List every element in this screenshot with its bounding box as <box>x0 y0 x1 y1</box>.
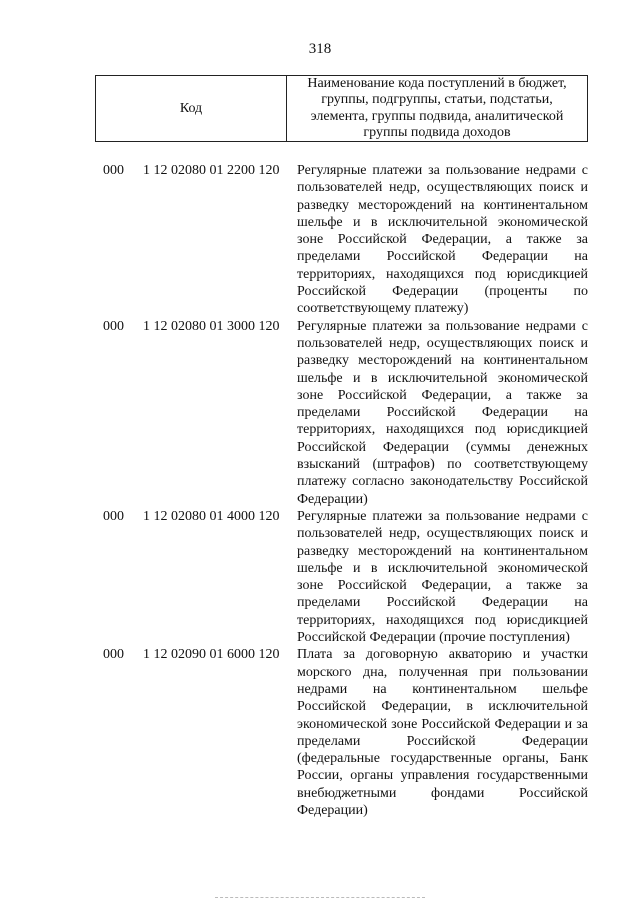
scan-edge-line <box>215 897 425 899</box>
row-description: Регулярные платежи за пользование недрами с пользователей недр, осуществляющих поиск и разведку месторождений на континентальном шельфе и в исключительной экономической зоне Российской Федерации, а также за пределами Российской Федерации на территориях, находящихся под юрисдикцией Российской Федерации (проценты по соответствующему платежу) <box>297 163 588 317</box>
row-income-code: 1 12 02080 01 2200 120 <box>143 163 280 178</box>
table-header <box>95 75 588 142</box>
row-description: Регулярные платежи за пользование недрами с пользователей недр, осуществляющих поиск и разведку месторождений на континентальном шельфе и в исключительной экономической зоне Российской Федерации, а также за пределами Российской Федерации на территориях, находящихся под юрисдикцией Российской Федерации (суммы денежных взысканий (штрафов) по соответствующему платежу согласно законодательству Российской Федерации) <box>297 318 588 507</box>
page-number: 318 <box>308 41 332 57</box>
row-admin-code: 000 <box>103 647 124 663</box>
row-admin-code: 000 <box>103 508 124 524</box>
entries-list <box>0 162 640 819</box>
table-row <box>0 508 640 646</box>
header-name-label: Наименование кода поступлений в бюджет, группы, подгруппы, статьи, подстатьи, элемента, группы подвида, аналитической группы подвида доходов <box>307 75 567 140</box>
row-description: Регулярные платежи за пользование недрами с пользователей недр, осуществляющих поиск и разведку месторождений на континентальном шельфе и в исключительной экономической зоне Российской Федерации, а также за пределами Российской Федерации на территориях, находящихся под юрисдикцией Российской Федерации (прочие поступления) <box>297 508 588 646</box>
row-income-code: 1 12 02080 01 3000 120 <box>143 318 280 334</box>
row-income-code: 1 12 02080 01 4000 120 <box>143 508 280 524</box>
row-admin-code: 000 <box>103 163 124 178</box>
table-row <box>0 162 640 318</box>
table-row <box>0 646 640 819</box>
row-description: Плата за договорную акваторию и участки морского дна, полученная при пользовании недрами на континентальном шельфе Российской Федерации, в исключительной экономической зоне Российской Федерации и за пределами Российской Федерации (федеральные государственные органы, Банк России, органы управления государственными внебюджетными фондами Российской Федерации) <box>297 647 588 818</box>
row-income-code: 1 12 02090 01 6000 120 <box>143 647 280 663</box>
header-code-label: Код <box>96 76 287 141</box>
row-admin-code: 000 <box>103 318 124 334</box>
table-row <box>0 318 640 508</box>
